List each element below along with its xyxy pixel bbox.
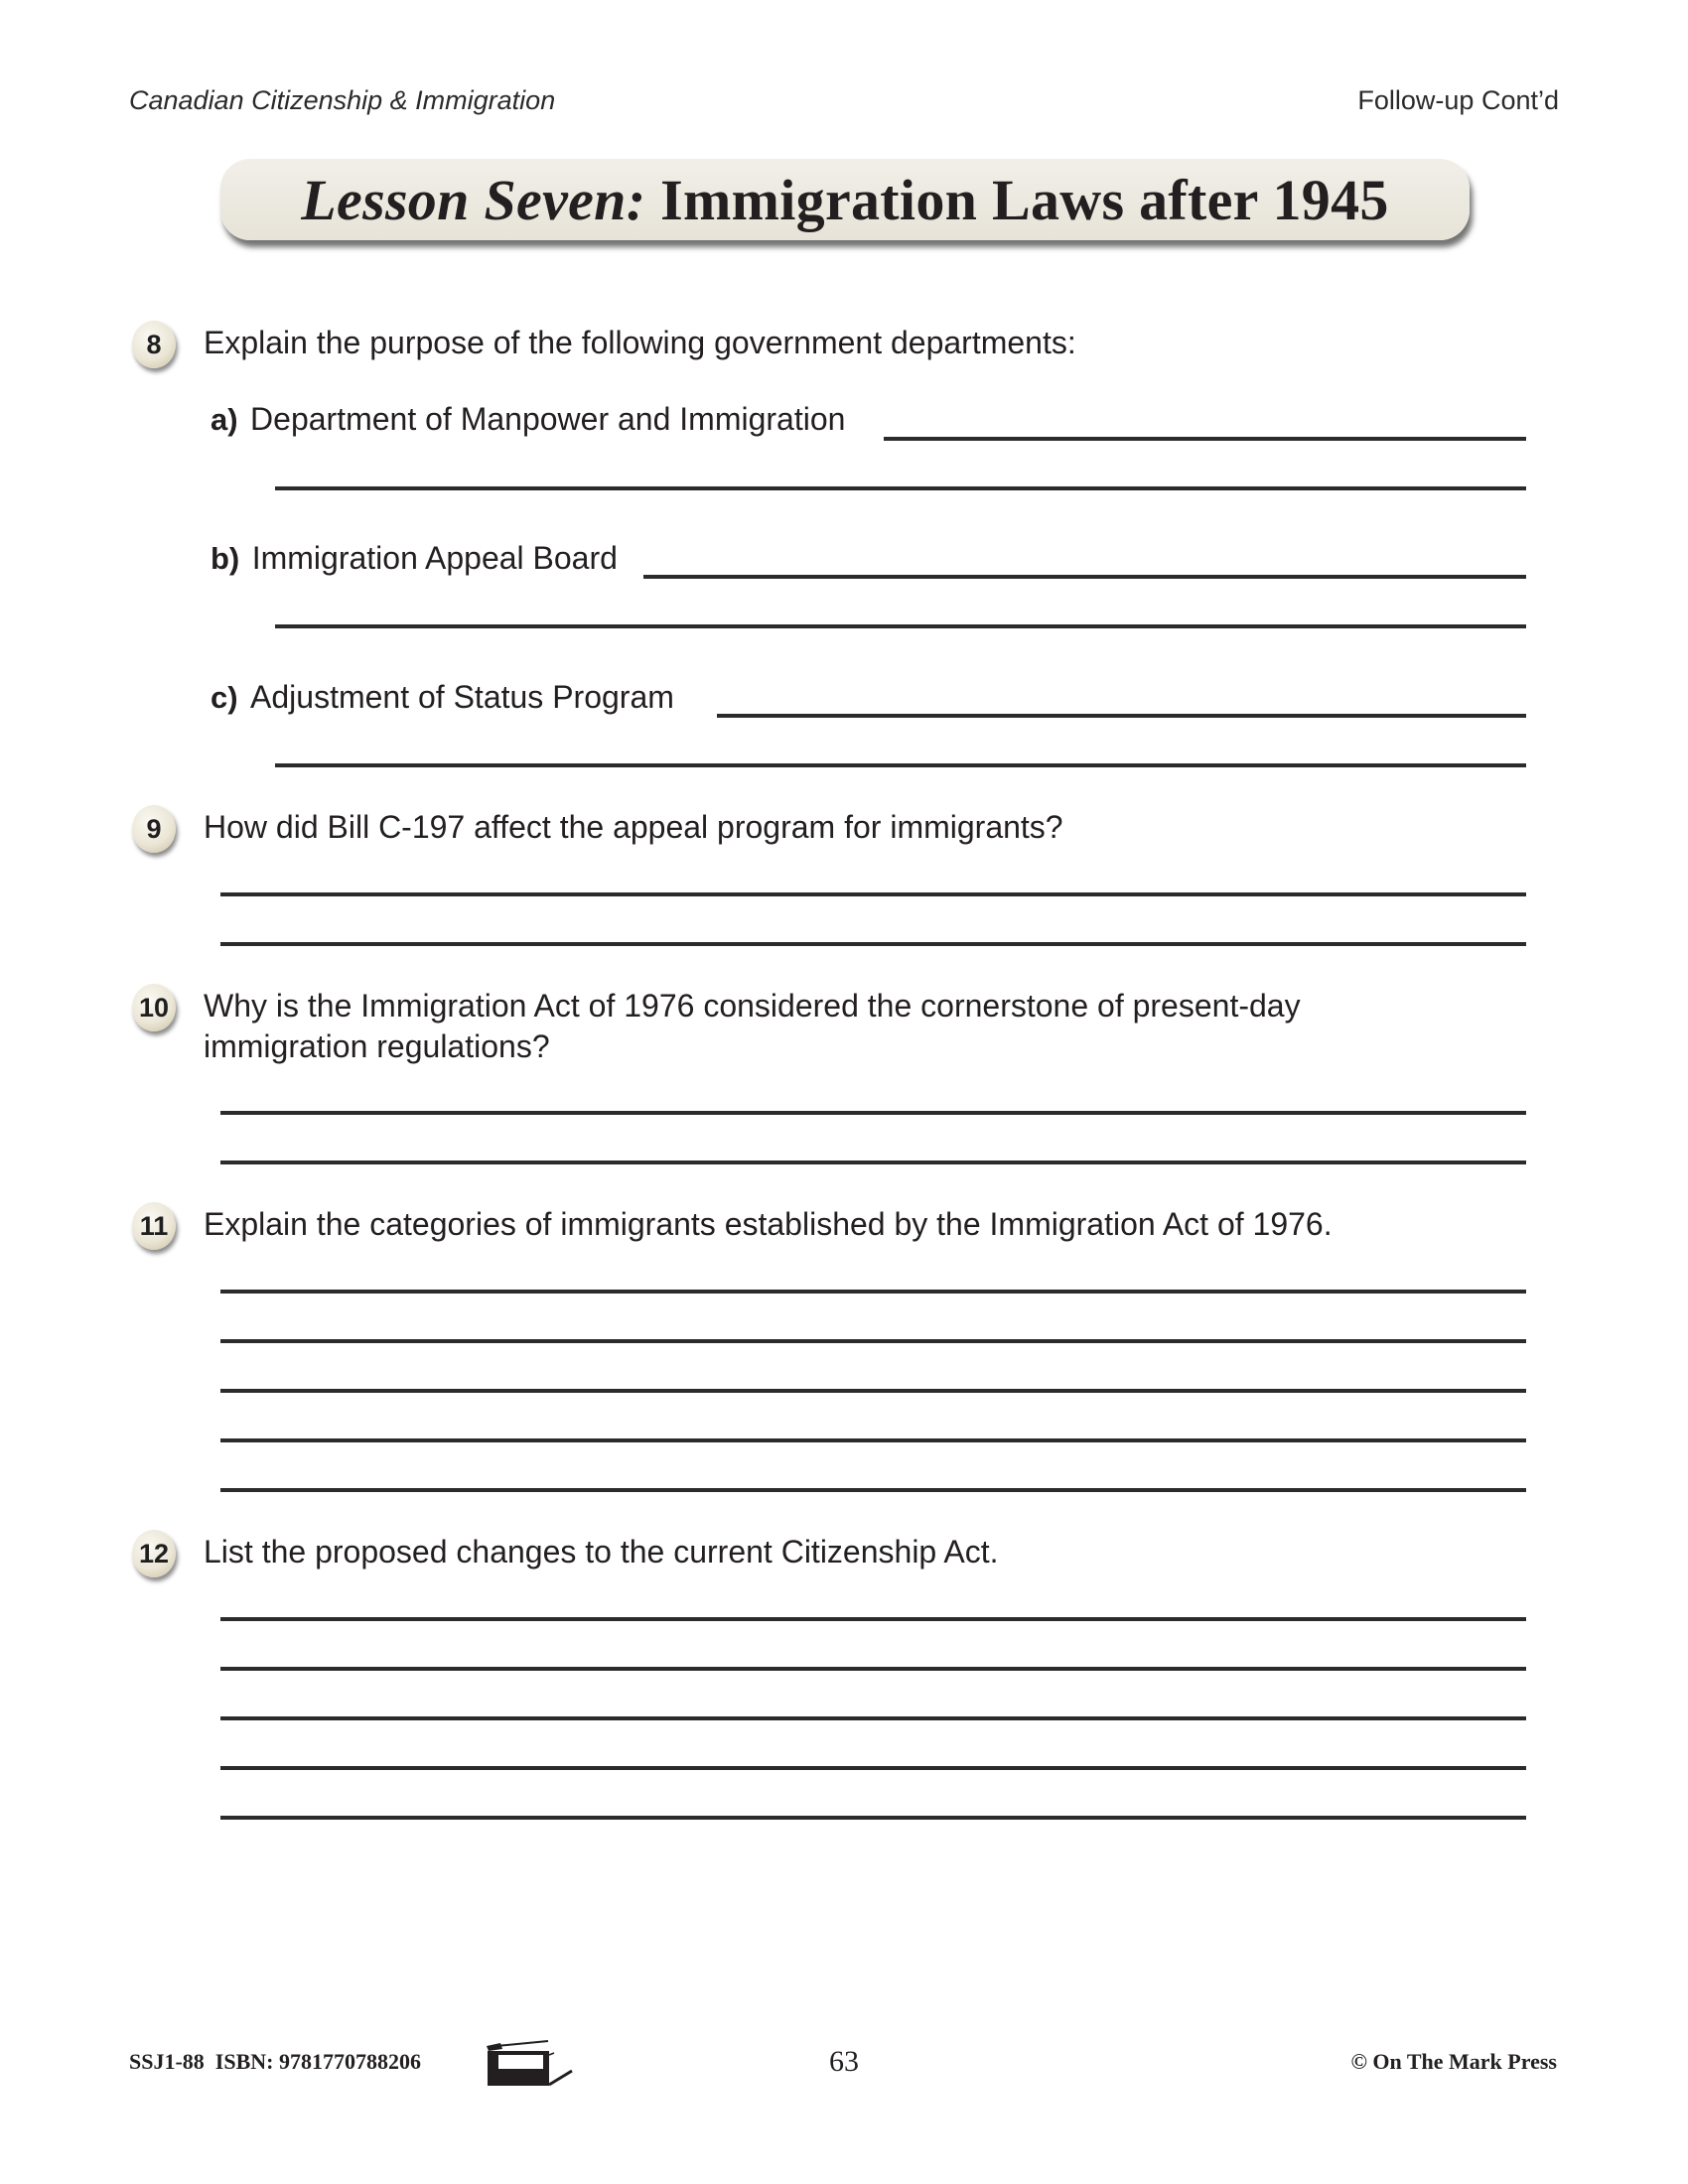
answer-line-8a-2[interactable] — [275, 486, 1526, 490]
question-number-badge: 9 — [132, 805, 176, 853]
question-8-text: Explain the purpose of the following government departments: — [204, 325, 1076, 360]
answer-line-8b-1[interactable] — [643, 575, 1526, 579]
header-section: Follow-up Cont’d — [1357, 85, 1559, 115]
answer-line-9-2[interactable] — [220, 942, 1526, 946]
answer-line-9-1[interactable] — [220, 892, 1526, 896]
lesson-title: Immigration Laws after 1945 — [645, 167, 1389, 232]
page-number: 63 — [829, 2045, 859, 2078]
answer-line-8a-1[interactable] — [884, 437, 1526, 441]
footer-isbn: SSJ1-88 ISBN: 9781770788206 — [129, 2049, 421, 2074]
answer-line-11-3[interactable] — [220, 1389, 1526, 1393]
answer-line-11-5[interactable] — [220, 1488, 1526, 1492]
answer-line-12-5[interactable] — [220, 1816, 1526, 1820]
question-11-text: Explain the categories of immigrants established by the Immigration Act of 1976. — [204, 1206, 1333, 1242]
question-number-badge: 11 — [132, 1202, 176, 1250]
question-10-text: Why is the Immigration Act of 1976 considered the cornerstone of present-day immigration regulations? — [204, 988, 1301, 1064]
footer-copyright: © On The Mark Press — [1350, 2049, 1557, 2074]
sub-question-c: c) Adjustment of Status Program — [211, 679, 674, 715]
page-title — [301, 167, 1388, 233]
answer-line-10-2[interactable] — [220, 1160, 1526, 1164]
answer-line-12-3[interactable] — [220, 1716, 1526, 1720]
answer-line-11-4[interactable] — [220, 1438, 1526, 1442]
sub-question-a: a) Department of Manpower and Immigration — [211, 401, 846, 437]
header-subject: Canadian Citizenship & Immigration — [129, 85, 556, 115]
answer-line-11-1[interactable] — [220, 1290, 1526, 1294]
question-9-text: How did Bill C-197 affect the appeal program for immigrants? — [204, 809, 1063, 845]
answer-line-8c-2[interactable] — [275, 763, 1526, 767]
answer-line-12-4[interactable] — [220, 1766, 1526, 1770]
question-number-badge: 10 — [132, 984, 176, 1031]
answer-line-12-1[interactable] — [220, 1617, 1526, 1621]
answer-line-10-1[interactable] — [220, 1111, 1526, 1115]
title-banner — [220, 159, 1470, 240]
sub-question-b: b) Immigration Appeal Board — [211, 540, 618, 576]
lesson-label: Lesson Seven: — [301, 167, 646, 232]
answer-line-8b-2[interactable] — [275, 624, 1526, 628]
question-number-badge: 12 — [132, 1530, 176, 1577]
answer-line-12-2[interactable] — [220, 1667, 1526, 1671]
answer-line-11-2[interactable] — [220, 1339, 1526, 1343]
question-number-badge: 8 — [132, 321, 176, 368]
question-12-text: List the proposed changes to the current Citizenship Act. — [204, 1534, 999, 1570]
answer-line-8c-1[interactable] — [717, 714, 1526, 718]
